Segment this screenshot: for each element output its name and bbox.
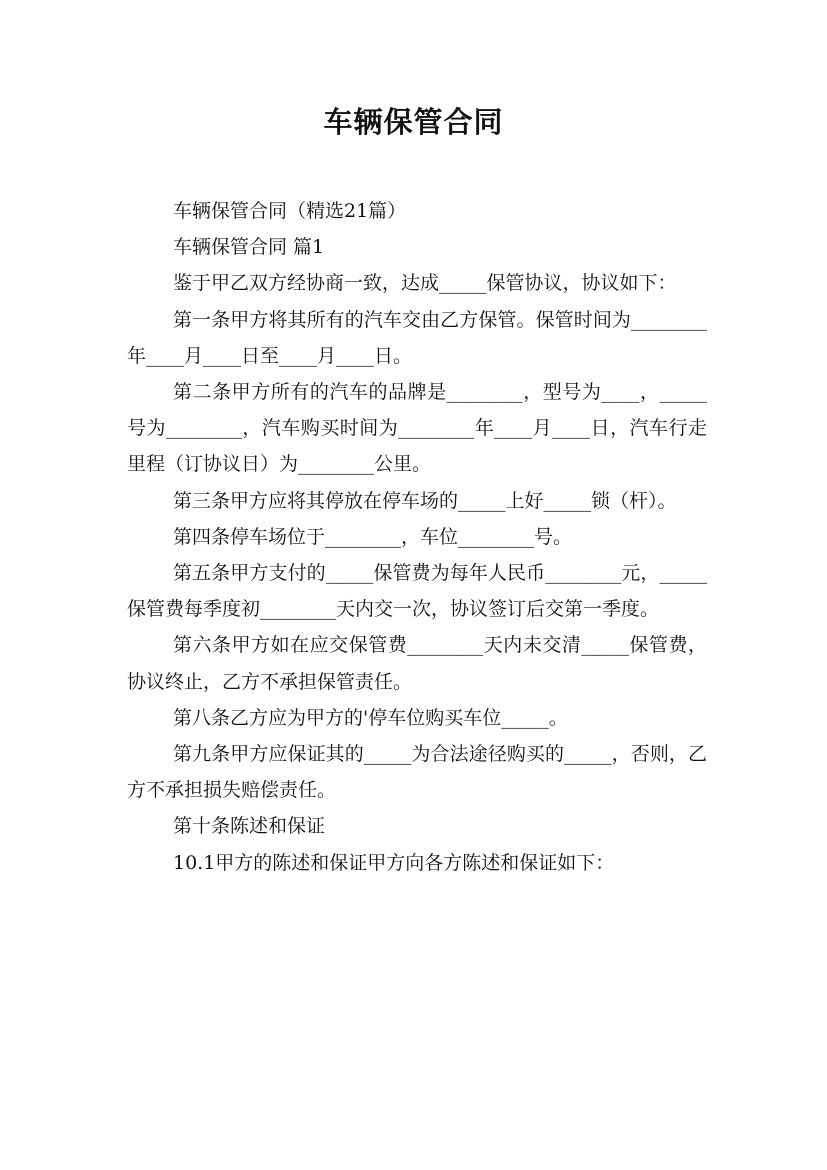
- paragraph: 第十条陈述和保证: [173, 815, 326, 838]
- paragraph: 鉴于甲乙双方经协商一致，达成_____保管协议，协议如下：: [173, 272, 677, 295]
- paragraph: 第八条乙方应为甲方的'停车位购买车位_____。: [173, 706, 568, 729]
- paragraph: 10.1甲方的陈述和保证甲方向各方陈述和保证如下：: [173, 851, 615, 874]
- paragraph: 第二条甲方所有的汽车的品牌是________，型号为____，_____号为________，汽车购买时间为________年____月____日，汽车行走里程（订协议日）为________公里。: [127, 381, 707, 476]
- document-title: 车辆保管合同: [323, 105, 504, 139]
- paragraph: 车辆保管合同 篇1: [173, 236, 325, 259]
- paragraph: 车辆保管合同（精选21篇）: [173, 200, 407, 222]
- paragraph: 第九条甲方应保证其的_____为合法途径购买的_____，否则，乙方不承担损失赔偿责任。: [127, 743, 707, 802]
- paragraph: 第六条甲方如在应交保管费________天内未交清_____保管费，协议终止，乙方不承担保管责任。: [127, 634, 707, 693]
- paragraph: 第一条甲方将其所有的汽车交由乙方保管。保管时间为________年____月____日至____月____日。: [127, 308, 707, 367]
- paragraph: 第四条停车场位于________，车位________号。: [173, 525, 573, 548]
- paragraph: 第五条甲方支付的_____保管费为每年人民币________元，_____保管费每季度初________天内交一次，协议签订后交第一季度。: [127, 562, 707, 621]
- paragraph: 第三条甲方应将其停放在停车场的_____上好_____锁（杆）。: [173, 489, 677, 512]
- document-body: [127, 193, 707, 881]
